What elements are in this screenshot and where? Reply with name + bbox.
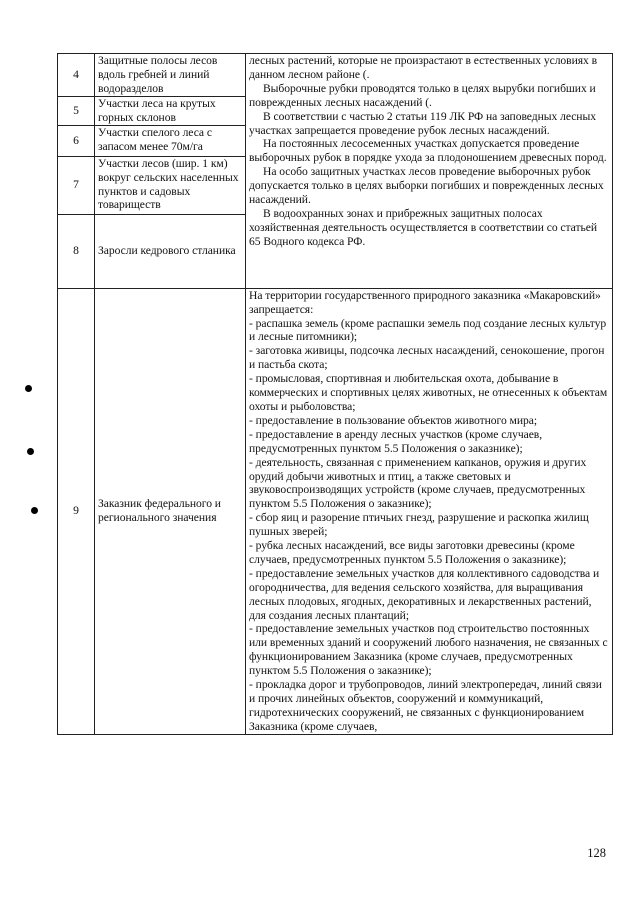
prohibition-item: - распашка земель (кроме распашки земель под создание лесных культур и лесные питомники); — [249, 316, 607, 344]
binding-hole-mark — [25, 385, 32, 392]
category-name: Участки лесов (шир. 1 км) вокруг сельских населенных пунктов и садовых товариществ — [95, 156, 246, 214]
forest-regulations-table — [57, 53, 613, 735]
category-name: Заросли кедрового стланика — [95, 214, 246, 288]
rules-paragraph: Выборочные рубки проводятся только в целях вырубки погибших и поврежденных лесных насаждений (. — [249, 81, 596, 109]
rules-paragraph: В соответствии с частью 2 статьи 119 ЛК РФ на заповедных лесных участках запрещается проведение рубок лесных насаждений. — [249, 109, 596, 137]
binding-hole-mark — [31, 507, 38, 514]
prohibition-item: - сбор яиц и разорение птичьих гнезд, разрушение и раскопка жилищ пушных зверей; — [249, 511, 589, 539]
table-row — [58, 288, 613, 734]
rules-intro: На территории государственного природного заказника «Макаровский» запрещается: — [249, 288, 601, 316]
rules-paragraph: лесных растений, которые не произрастают в естественных условиях в данном лесном районе (. — [249, 54, 598, 81]
prohibition-item: - деятельность, связанная с применением капканов, оружия и других орудий добычи животных и птиц, а также световых и звуковоспроизводящих устройств (кроме случаев, предусмотренных пунктом 5.5 Положения о заказнике); — [249, 455, 587, 511]
row-number: 7 — [58, 156, 95, 214]
rules-paragraph: На особо защитных участках лесов проведение выборочных рубок допускается только в целях выборки погибших и поврежденных лесных насаждений. — [249, 165, 604, 207]
row-number: 8 — [58, 214, 95, 288]
prohibition-item: - промысловая, спортивная и любительская охота, добывание в коммерческих и спортивных целях животных, не отнесенных к объектам охоты и рыболовства; — [249, 372, 608, 413]
binding-hole-mark — [27, 448, 34, 455]
category-name: Защитные полосы лесов вдоль гребней и линий водоразделов — [95, 54, 246, 97]
prohibition-item: - предоставление в аренду лесных участков (кроме случаев, предусмотренных пунктом 5.5 Положения о заказнике); — [249, 427, 543, 455]
row-number: 4 — [58, 54, 95, 97]
table-row — [58, 54, 613, 97]
category-name: Участки спелого леса с запасом менее 70м/га — [95, 125, 246, 156]
prohibition-item: - предоставление в пользование объектов животного мира; — [249, 413, 538, 427]
category-name: Заказник федерального и регионального значения — [95, 288, 246, 734]
row-number: 5 — [58, 96, 95, 125]
rules-paragraph: В водоохранных зонах и прибрежных защитных полосах хозяйственная деятельность осуществляется в соответствии со статьей 65 Водного кодекса РФ. — [249, 206, 597, 248]
prohibition-item: - предоставление земельных участков под строительство постоянных или временных зданий и сооружений любого назначения, не связанных с функционированием Заказника (кроме случаев, предусмотренных пунктом 5.5 Положения о заказнике); — [249, 622, 608, 678]
rules-paragraph: На постоянных лесосеменных участках допускается проведение выборочных рубок в порядке ухода за плодоношением древесных пород. — [249, 137, 607, 165]
page-number: 128 — [587, 846, 606, 860]
prohibition-item: - прокладка дорог и трубопроводов, линий электропередач, линий связи и прочих линейных объектов, сооружений и коммуникаций, гидротехнических сооружений, не связанных с функционированием Заказника (кроме случаев, — [249, 678, 602, 733]
row-number: 6 — [58, 125, 95, 156]
category-name: Участки леса на крутых горных склонов — [95, 96, 246, 125]
prohibition-item: - заготовка живицы, подсочка лесных насаждений, сенокошение, прогон и пастьба скота; — [249, 344, 605, 372]
prohibition-item: - предоставление земельных участков для коллективного садоводства и огородничества, для ведения сельского хозяйства, для выращивания лесных плодовых, ягодных, декоративных и лекарственных растений, для создания лесных плантаций; — [249, 566, 600, 622]
rules-text — [246, 54, 613, 289]
rules-text — [246, 288, 613, 734]
row-number: 9 — [58, 288, 95, 734]
prohibition-item: - рубка лесных насаждений, все виды заготовки древесины (кроме случаев, предусмотренных пунктом 5.5 Положения о заказнике); — [249, 539, 575, 566]
